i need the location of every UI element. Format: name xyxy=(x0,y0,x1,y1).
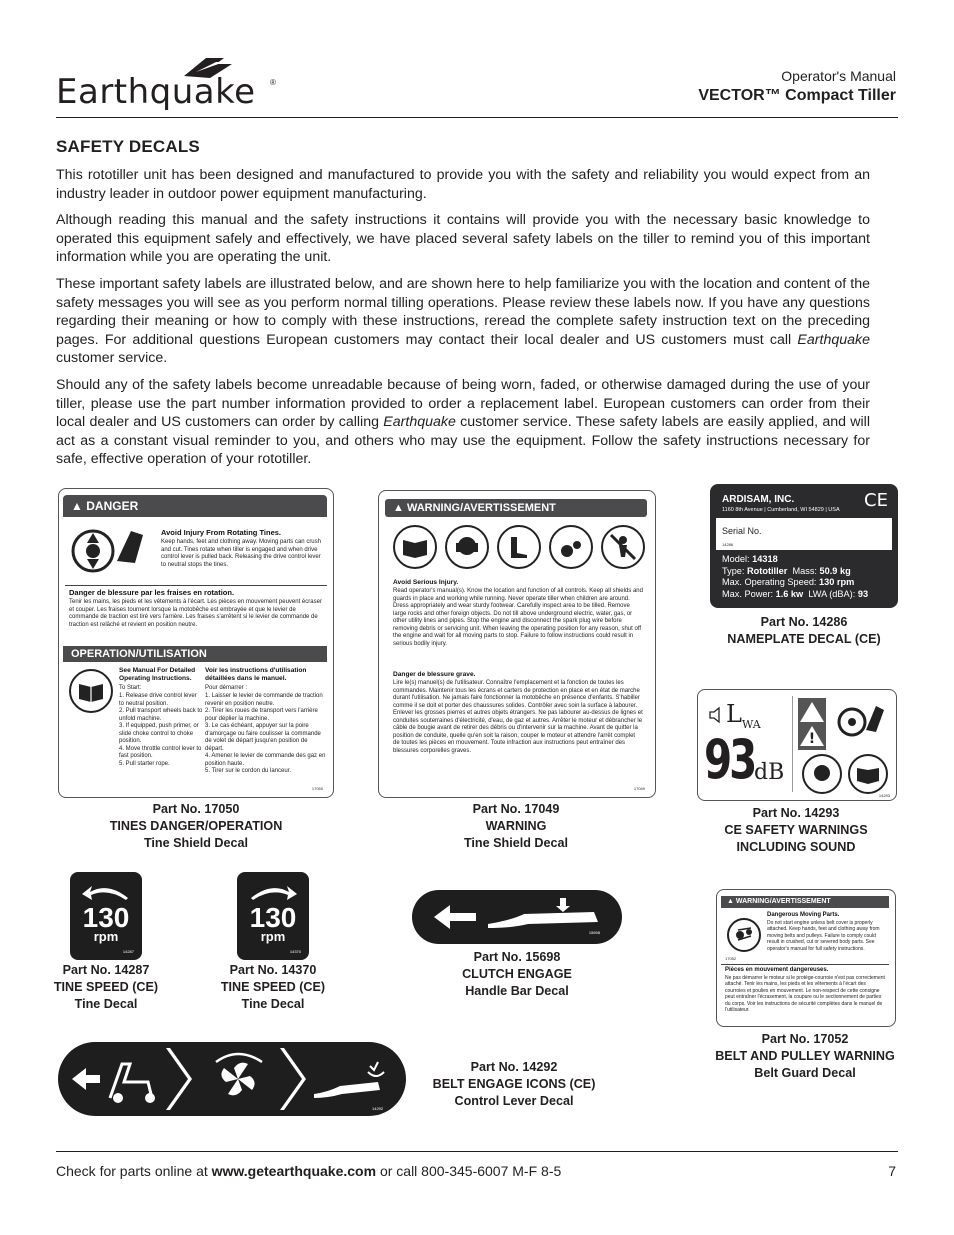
decal-14370: 130 rpm 14370 xyxy=(237,872,309,960)
rotating-tines-icon xyxy=(832,696,884,748)
page-number: 7 xyxy=(888,1163,896,1179)
ce-mark: CE xyxy=(864,490,888,511)
steps-fr: 1. Laisser le levier de commande de traction revenir en position neutre. 2. Tirer les roues de transport vers l'arrière pour déplier la machine. 3. Le cas échéant, appuyer sur la poire d'amorçage ou faire coulisser la commande de volet de départ jusqu'en position de départ. 4. Amener le levier de commande des gaz en position haute. 5. Tirer sur le cordon du lanceur. xyxy=(205,693,326,774)
caption-14287: Part No. 14287 TINE SPEED (CE) Tine Decal xyxy=(53,963,159,1011)
para-1: This rototiller unit has been designed and manufactured to provide you with the safety and reliability you would expect from an industry leader in outdoor power equipment manufacturing. xyxy=(56,167,870,202)
rocks-debris-icon xyxy=(549,525,593,569)
lwa-label: $L_{WA}$ xyxy=(726,700,761,731)
warning-triangle-icon: ▲ xyxy=(71,499,83,513)
read-manual-icon xyxy=(393,525,437,569)
caption-17049: Part No. 17049 WARNING Tine Shield Decal xyxy=(463,802,569,850)
caption-14286: Part No. 14286 NAMEPLATE DECAL (CE) xyxy=(727,615,881,646)
section-title: SAFETY DECALS xyxy=(56,137,200,156)
footer-text: Check for parts online at www.getearthquake.com or call 800-345-6007 M-F 8-5 xyxy=(56,1163,562,1179)
decal-17050: ▲ DANGER Avoid Injury From Rotating Tines. Keep hands, feet and clothing away. Moving parts can crush and cut. Tines rotate when tiller is engaged and when drive control lever is pulled back. Releasing the drive control lever to neutral stops the tines. Danger de blessure par les fraises en rotation. Tenir les mains, les pieds et les vêtements à l'écart. Les pièces en mouvement peuvent écraser et couper. Les fraises tournent lorsque la motobêche est embrayée et que le levier de commande de traction est tiré vers l'arrière. Les fraises s'arrêtent si le levier de commande de traction est relâché et revient en position neutre. OPERATION/UTILISATION See Manual For Detailed Operating Instructions. To Start: 1. Release drive control lever to neutral position. 2. Pull transport wheels back to unfold machine. 3. If equipped, push primer, or slide choke control to choke position. 4. Move throttle control lever to fast position. 5. Pull starter rope. Voir les instructions d'utilisation détaillées dans le manuel. Pour démarrer : 1. Laisser le levier de commande de traction revenir en position neutre. 2. Tirer les roues de transport vers l'arrière pour déplier la machine. 3. Le cas échéant, appuyer sur la poire d'amorçage ou faire coulisser la commande de volet de départ jusqu'en position de départ. 4. Amener le levier de commande des gaz en position haute. 5. Tirer sur le cordon du lanceur. 17050 xyxy=(58,488,334,798)
caption-17050: Part No. 17050 TINES DANGER/OPERATION Tine Shield Decal xyxy=(109,802,283,850)
sound-speaker-icon xyxy=(708,706,724,729)
read-manual-icon xyxy=(848,754,888,794)
belt-pulley-hazard-icon xyxy=(727,918,761,952)
boots-icon xyxy=(497,525,541,569)
no-children-icon xyxy=(601,525,645,569)
registered-mark: ® xyxy=(270,78,276,87)
para-4: Should any of the safety labels become unreadable because of being worn, faded, or otherwise damaged during the use of your tiller, please use the part number information provided to order a replacement label. European customers can order from their local dealer and US customers can order by calling Earthquake customer service. These safety labels are easily applied, and will act as a constant visual reminder to you, and others who may use the equipment. Follow the safety instructions necessary for safe, effective operation of your rototiller. xyxy=(56,376,870,468)
intro-text xyxy=(56,166,870,477)
para-3: These important safety labels are illustrated below, and are shown here to help familiarize you with the location and content of the safety messages you will see as you perform normal tilling operations. Please review these labels now. If you have any questions regarding their meaning or how to comply with these instructions, reread the complete safety instruction text on the preceding pages. For additional questions European customers may contact their local dealer and US customers must call Earthquake customer service. xyxy=(56,275,870,367)
footer-rule xyxy=(56,1151,898,1152)
decal-17049: ▲ WARNING/AVERTISSEMENT Avoid Serious Injury. Read operator's manual(s). Know the location and function of all controls. Keep all shields and guards in place and working while running. Never operate tiller when children are around. Dress appropriately and wear sturdy footwear. Carefully inspect area to be tilled. Remove large rocks and other foreign objects. Do not till above underground electric, water, gas, or other utility lines and pipes. Stop the engine and disconnect the spark plug wire before removing debris or servicing unit. When leaving the operating position for any reason, shut off the engine and wait for all moving parts to stop. Failure to follow instructions could result in serious bodily injury. Danger de blessure grave. Lire le(s) manuel(s) de l'utilisateur. Connaître l'emplacement et la fonction de toutes les commandes. Maintenir tous les écrans et carters de protection en place et en état de marche durant l'utilisation. Ne jamais faire fonctionner la motobêche en présence d'enfants. S'habiller comme il se doit et porter des chaussures solides. Contrôler avec soin la surface à labourer. Enlever les grosses pierres et autres objets étrangers. Ne pas labourer au-dessus de lignes et conduites souterraines d'électricité, d'eau, de gaz et autres. Arrêter le moteur et débrancher le câble de bougie avant de retirer des débris ou d'intervenir sur la machine. Avant de quitter la position de conduite, quelle qu'en soit la raison, couper le moteur et attendre l'arrêt complet de toutes les pièces en mouvement. Toute infraction aux instructions peut entraîner des blessures corporelles graves. 17049 xyxy=(378,490,656,798)
operation-bar: OPERATION/UTILISATION xyxy=(63,646,327,662)
nameplate-specs: Model: 14318 Type: Rototiller Mass: 50.9 kg Max. Operating Speed: 130 rpm Max. Power: 1.6 kw LWA (dBA): 93 xyxy=(722,554,869,599)
svg-text:!: ! xyxy=(808,731,816,747)
decal-14293: $L_{WA}$ 93 dB ! 14293 xyxy=(697,689,897,801)
caption-17052: Part No. 17052 BELT AND PULLEY WARNING Belt Guard Decal xyxy=(715,1032,895,1080)
hearing-protection-icon xyxy=(802,754,842,794)
caption-14293: Part No. 14293 CE SAFETY WARNINGS INCLUDING SOUND xyxy=(724,806,868,854)
read-manual-icon xyxy=(69,669,113,713)
decal-14286: ARDISAM, INC. 1160 8th Avenue | Cumberland, WI 54829 | USA CE Serial No. 14286 Model: 14318 Type: Rototiller Mass: 50.9 kg Max. Operating Speed: 130 rpm Max. Power: 1.6 kw LWA (dBA): 93 xyxy=(710,484,898,608)
doc-type: Operator's Manual xyxy=(781,68,896,84)
rotating-tines-icon xyxy=(65,521,147,579)
header-right xyxy=(698,66,896,106)
caption-14370: Part No. 14370 TINE SPEED (CE) Tine Decal xyxy=(220,963,326,1011)
decal-17052: ▲ WARNING/AVERTISSEMENT Dangerous Moving Parts. Do not start engine unless belt cover is properly attached. Keep hands, feet and clothing away from moving belts and pulleys. Failure to comply could result in crushed, cut or severed body parts. See operator's manual for full safety instructions. Pièces en mouvement dangereuses. Ne pas démarrer le moteur si le protège-courroie n'est pas correctement attaché. Tenir les mains, les pieds et les vêtements à l'écart des courroies et poulies en mouvement. Le non-respect de cette consigne peut entraîner l'écrasement, la coupure ou le sectionnement de parties du corps. Voir les instructions de sécurité complètes dans le manuel de l'utilisateur. 17052 xyxy=(716,889,896,1027)
logo-wordmark: Earthquake xyxy=(56,72,256,112)
clutch-lever-icon xyxy=(412,890,622,944)
steps-en: 1. Release drive control lever to neutral position. 2. Pull transport wheels back to unfold machine. 3. If equipped, push primer, or slide choke control to choke position. 4. Move throttle control lever to fast position. 5. Pull starter rope. xyxy=(119,693,203,767)
earthquake-logo xyxy=(56,56,280,116)
decal-14292 xyxy=(58,1042,406,1116)
rotation-arrow-left-icon xyxy=(80,882,132,902)
header-rule xyxy=(56,117,898,118)
caption-14292: Part No. 14292 BELT ENGAGE ICONS (CE) Control Lever Decal xyxy=(432,1060,596,1108)
decal-14287: 130 rpm 14287 xyxy=(70,872,142,960)
svg-text:14292: 14292 xyxy=(372,1106,384,1111)
warning-triangle-icon: ▲ xyxy=(727,898,734,905)
danger-bar: ▲ DANGER xyxy=(63,495,327,517)
warning-triangle-icon: ▲ xyxy=(393,502,404,514)
db-value: 93 xyxy=(704,728,755,791)
website-link[interactable]: www.getearthquake.com xyxy=(211,1163,377,1179)
para-2: Although reading this manual and the safety instructions it contains will provide you with the necessary basic knowledge to operated this equipment safely and effectively, we have placed several safety labels on the tiller to remind you of this important information while you are operating the unit. xyxy=(56,212,870,266)
caption-15698: Part No. 15698 CLUTCH ENGAGE Handle Bar Decal xyxy=(462,950,572,998)
decal-15698: 15698 xyxy=(412,890,622,944)
hot-surface-warning-icon xyxy=(798,698,826,750)
belt-engage-icons xyxy=(58,1042,406,1116)
hearing-protection-icon xyxy=(445,525,489,569)
product-title: VECTOR™ Compact Tiller xyxy=(698,87,896,104)
rotation-arrow-right-icon xyxy=(247,882,299,902)
